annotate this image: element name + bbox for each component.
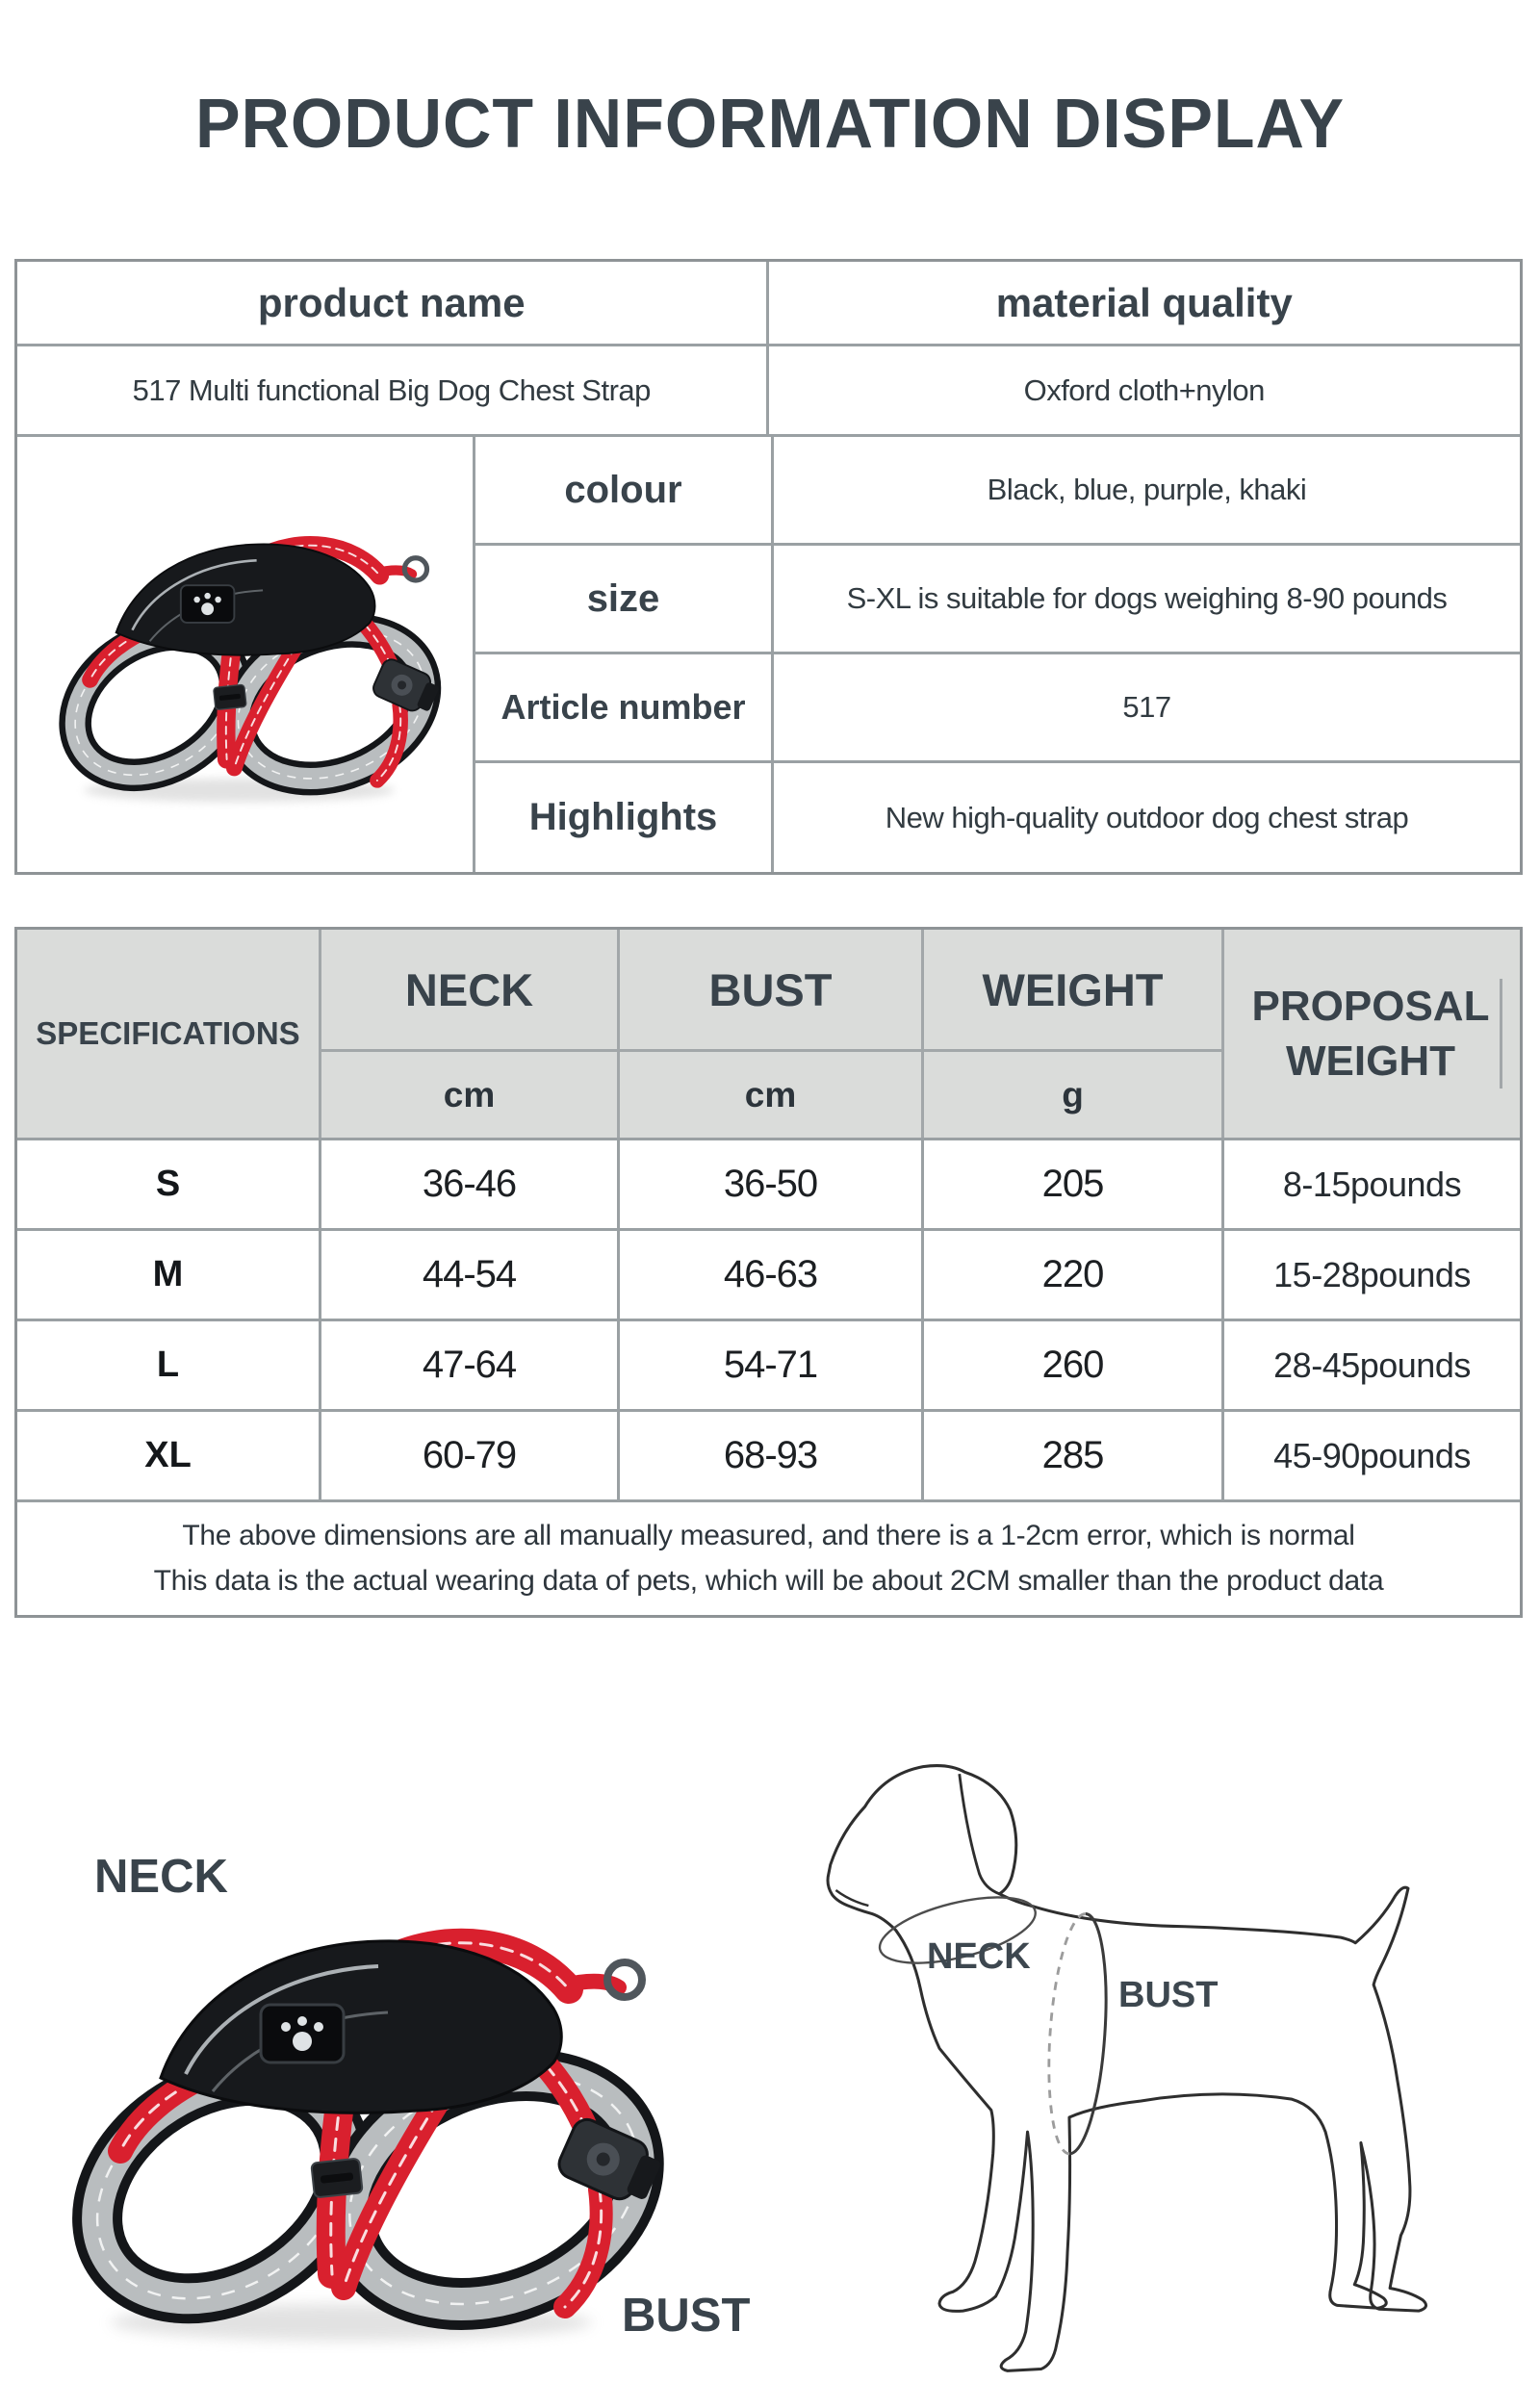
page-title: PRODUCT INFORMATION DISPLAY: [194, 86, 1346, 163]
size-name: L: [17, 1321, 321, 1409]
size-name: S: [17, 1140, 321, 1228]
colour-label: colour: [475, 437, 774, 546]
neck-value: 44-54: [321, 1231, 620, 1319]
bust-value: 36-50: [620, 1140, 924, 1228]
product-name-value: 517 Multi functional Big Dog Chest Strap: [17, 346, 769, 434]
colour-value: Black, blue, purple, khaki: [774, 437, 1520, 546]
bust-value: 54-71: [620, 1321, 924, 1409]
weight-value: 220: [924, 1231, 1224, 1319]
product-info-table: [14, 259, 1523, 875]
highlights-label: Highlights: [475, 763, 774, 872]
neck-value: 36-46: [321, 1140, 620, 1228]
proposal-weight-header: PROPOSAL WEIGHT: [1224, 930, 1520, 1138]
dog-neck-label: NECK: [927, 1936, 1031, 1977]
product-photo-cell: [17, 437, 475, 872]
bust-value: 68-93: [620, 1412, 924, 1499]
measurement-note: [17, 1499, 1520, 1615]
harness-photo-large: [24, 1872, 698, 2353]
neck-column-header: NECK: [321, 930, 620, 1049]
product-name-header: product name: [17, 262, 769, 344]
bust-unit: cm: [620, 1049, 924, 1138]
weight-value: 285: [924, 1412, 1224, 1499]
dog-outline-diagram: [794, 1696, 1521, 2377]
highlights-value: New high-quality outdoor dog chest strap: [885, 800, 1409, 834]
neck-unit: cm: [321, 1049, 620, 1138]
harness-bust-label: BUST: [622, 2290, 751, 2342]
specifications-header: SPECIFICATIONS: [17, 930, 321, 1138]
proposal-value: 45-90pounds: [1273, 1435, 1471, 1475]
material-quality-header: material quality: [995, 279, 1293, 325]
proposal-value: 15-28pounds: [1273, 1254, 1471, 1294]
size-row-m: [17, 1228, 1520, 1319]
neck-value: 47-64: [321, 1321, 620, 1409]
dog-harness-photo: [28, 499, 463, 810]
article-number-label: Article number: [475, 654, 774, 763]
harness-neck-label: NECK: [94, 1851, 228, 1903]
neck-value: 60-79: [321, 1412, 620, 1499]
weight-unit: g: [924, 1049, 1224, 1138]
bust-column-header: BUST: [620, 930, 924, 1049]
weight-value: 260: [924, 1321, 1224, 1409]
size-row-xl: [17, 1409, 1520, 1499]
dog-bust-label: BUST: [1118, 1975, 1219, 2015]
dog-body-outline: [828, 1766, 1426, 2371]
material-quality-value: Oxford cloth+nylon: [1023, 372, 1265, 407]
note-line-2: This data is the actual wearing data of pets, which will be about 2CM smaller than the product data: [153, 1564, 1384, 1597]
size-name: XL: [17, 1412, 321, 1499]
size-name: M: [17, 1231, 321, 1319]
weight-column-header: WEIGHT: [924, 930, 1224, 1049]
proposal-value: 8-15pounds: [1282, 1164, 1462, 1204]
size-row-l: [17, 1319, 1520, 1409]
bust-value: 46-63: [620, 1231, 924, 1319]
size-spec-table: [14, 927, 1523, 1618]
weight-value: 205: [924, 1140, 1224, 1228]
note-line-1: The above dimensions are all manually measured, and there is a 1-2cm error, which is normal: [182, 1520, 1355, 1551]
size-value: S-XL is suitable for dogs weighing 8-90 pounds: [774, 546, 1520, 654]
proposal-value: 28-45pounds: [1273, 1345, 1471, 1385]
article-number-value: 517: [774, 654, 1520, 763]
size-label: size: [475, 546, 774, 654]
size-row-s: [17, 1138, 1520, 1228]
